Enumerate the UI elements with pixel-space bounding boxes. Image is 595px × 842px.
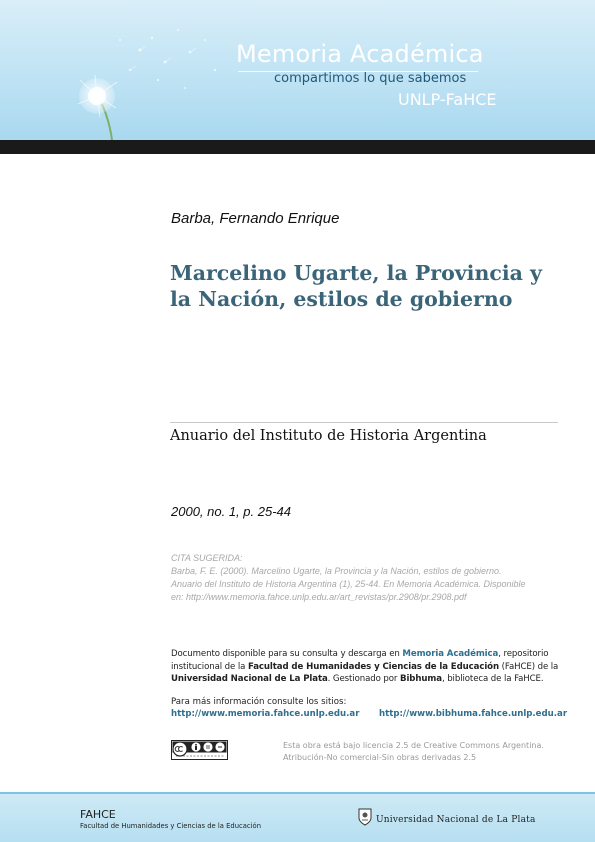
fahce-full-name: Facultad de Humanidades y Ciencias de la Educación xyxy=(80,822,262,830)
document-author: Barba, Fernando Enrique xyxy=(171,210,340,227)
document-title: Marcelino Ugarte, la Provincia y la Nación, estilos de gobierno xyxy=(170,261,542,311)
availability-text: (FaHCE) de la xyxy=(499,661,559,672)
dandelion-illustration xyxy=(0,0,240,140)
license-line: Esta obra está bajo licencia 2.5 de Creative Commons Argentina. xyxy=(283,741,544,750)
brand-unit: UNLP-FaHCE xyxy=(398,90,497,109)
availability-text: . Gestionado por xyxy=(327,674,400,684)
unlp-name: Universidad Nacional de La Plata xyxy=(376,815,536,825)
memoria-academica-link[interactable]: Memoria Académica xyxy=(402,649,499,659)
journal-name: Anuario del Instituto de Historia Argentina xyxy=(170,428,487,444)
suggested-citation xyxy=(171,552,571,604)
more-info-label: Para más información consulte los sitios: xyxy=(171,697,347,707)
bibhuma-website-link[interactable]: http://www.bibhuma.fahce.unlp.edu.ar xyxy=(379,709,568,719)
footer-rule xyxy=(0,792,595,794)
header-divider-bar xyxy=(0,140,595,154)
citation-line: Barba, F. E. (2000). Marcelino Ugarte, la Provincia y la Nación, estilos de gobierno. xyxy=(171,566,502,576)
bibhuma-name: Bibhuma xyxy=(400,674,442,684)
availability-text: , repositorio xyxy=(498,649,549,659)
university-name: Universidad Nacional de La Plata xyxy=(171,674,328,684)
license-notice xyxy=(283,740,544,764)
faculty-name: Facultad de Humanidades y Ciencias de la Educación xyxy=(247,661,500,672)
citation-line: Anuario del Instituto de Historia Argentina (1), 25-44. En Memoria Académica. Disponible xyxy=(171,579,526,589)
header-banner xyxy=(0,0,595,140)
title-divider xyxy=(170,422,558,423)
creative-commons-badge[interactable] xyxy=(171,740,228,760)
citation-label: CITA SUGERIDA: xyxy=(171,553,243,563)
brand-tagline: compartimos lo que sabemos xyxy=(274,71,467,86)
fahce-logo-text: FAHCE xyxy=(80,808,116,821)
memoria-website-link[interactable]: http://www.memoria.fahce.unlp.edu.ar xyxy=(171,709,360,719)
availability-text: Documento disponible para su consulta y descarga en xyxy=(171,649,403,659)
availability-text: institucional de la xyxy=(171,661,248,672)
brand-title: Memoria Académica xyxy=(236,40,484,68)
issue-info: 2000, no. 1, p. 25-44 xyxy=(171,504,291,519)
availability-line xyxy=(171,661,575,674)
license-line: Atribución-No comercial-Sin obras derivadas 2.5 xyxy=(283,753,477,762)
citation-line: en: http://www.memoria.fahce.unlp.edu.ar/art_revistas/pr.2908/pr.2908.pdf xyxy=(171,592,467,602)
unlp-seal-icon xyxy=(358,808,372,826)
availability-text: , biblioteca de la FaHCE. xyxy=(441,674,544,684)
availability-line xyxy=(171,673,575,686)
availability-notice xyxy=(171,648,575,686)
availability-line xyxy=(171,648,575,661)
